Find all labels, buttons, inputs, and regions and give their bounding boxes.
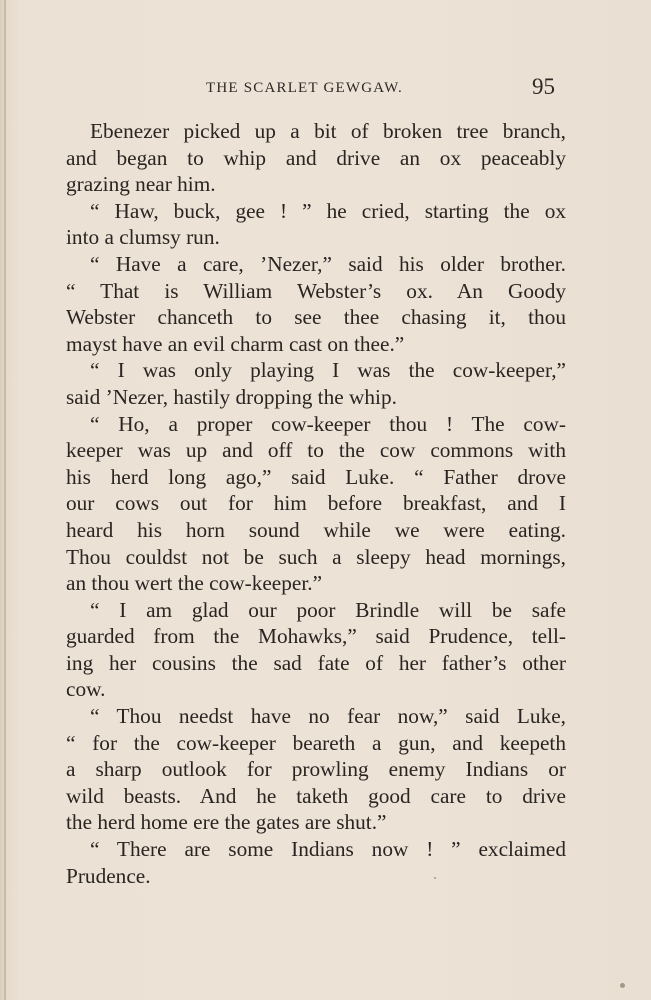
text-line: ing her cousins the sad fate of her father’s other bbox=[66, 650, 566, 675]
text-line: wild beasts. And he taketh good care to drive bbox=[66, 783, 566, 808]
text-line: “ Haw, buck, gee ! ” he cried, starting the ox bbox=[90, 198, 566, 223]
text-line: the herd home ere the gates are shut.” bbox=[66, 810, 387, 835]
text-line: “ There are some Indians now ! ” exclaimed bbox=[90, 837, 566, 862]
text-line: cow. bbox=[66, 677, 106, 702]
text-line: keeper was up and off to the cow commons with bbox=[66, 438, 566, 463]
running-head: THE SCARLET GEWGAW. bbox=[206, 80, 404, 96]
text-line: grazing near him. bbox=[66, 172, 216, 197]
paper-speck bbox=[620, 983, 625, 988]
body-text bbox=[66, 118, 566, 889]
text-line: “ I was only playing I was the cow-keeper,” bbox=[90, 358, 566, 383]
text-line: mayst have an evil charm cast on thee.” bbox=[66, 331, 405, 356]
page-header bbox=[0, 74, 651, 104]
text-line: and began to whip and drive an ox peaceably bbox=[66, 145, 566, 170]
text-line: “ for the cow-keeper beareth a gun, and keepeth bbox=[66, 730, 566, 755]
text-line: guarded from the Mohawks,” said Prudence, tell- bbox=[66, 624, 566, 649]
text-line: our cows out for him before breakfast, and I bbox=[66, 491, 566, 516]
text-line: heard his horn sound while we were eating. bbox=[66, 517, 566, 542]
text-line: “ I am glad our poor Brindle will be safe bbox=[90, 597, 566, 622]
text-line: an thou wert the cow-keeper.” bbox=[66, 571, 323, 596]
text-line: Prudence. bbox=[66, 863, 151, 888]
text-line: “ Ho, a proper cow-keeper thou ! The cow- bbox=[90, 411, 566, 436]
text-line: a sharp outlook for prowling enemy Indians or bbox=[66, 757, 566, 782]
text-line: said ’Nezer, hastily dropping the whip. bbox=[66, 384, 397, 409]
text-line: into a clumsy run. bbox=[66, 225, 220, 250]
paper-speck bbox=[434, 877, 436, 879]
page-number: 95 bbox=[532, 74, 555, 99]
text-line: “ Have a care, ’Nezer,” said his older brother. bbox=[90, 251, 566, 276]
text-line: Thou couldst not be such a sleepy head mornings, bbox=[66, 544, 566, 569]
text-line: Ebenezer picked up a bit of broken tree branch, bbox=[90, 119, 566, 143]
text-line: “ Thou needst have no fear now,” said Luke, bbox=[90, 704, 566, 729]
text-line: “ That is William Webster’s ox. An Goody bbox=[66, 278, 566, 303]
text-line: his herd long ago,” said Luke. “ Father drove bbox=[66, 464, 566, 489]
page-gutter-edge bbox=[4, 0, 6, 1000]
text-line: Webster chanceth to see thee chasing it, thou bbox=[66, 305, 566, 330]
